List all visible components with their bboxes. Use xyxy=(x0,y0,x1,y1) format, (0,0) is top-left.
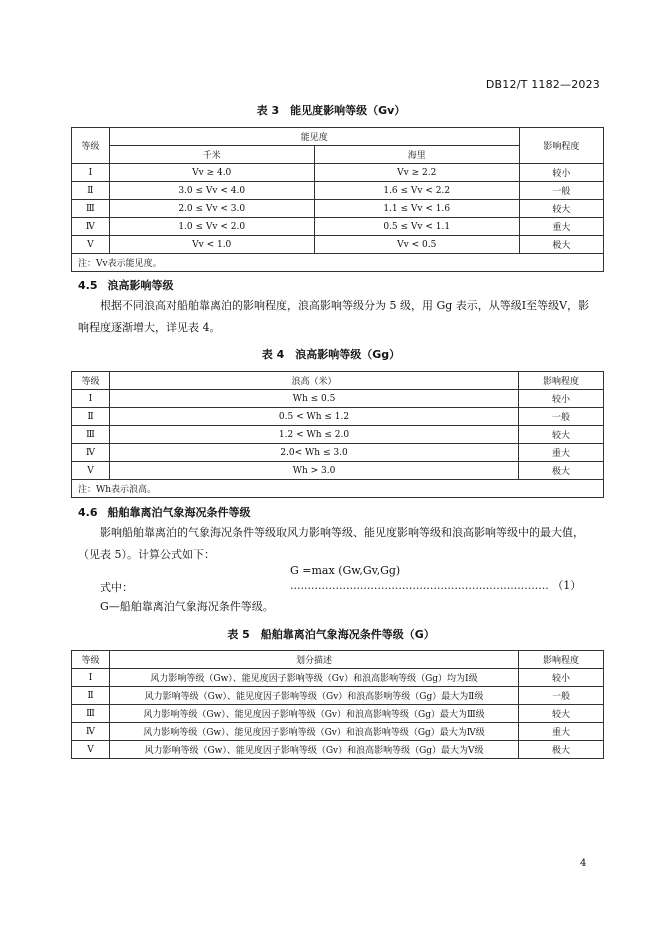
nmi-cell: Vv ≥ 2.2 xyxy=(314,164,519,182)
table-row xyxy=(72,236,604,254)
impact-cell: 重大 xyxy=(519,218,603,236)
section-title: 船舶靠离泊气象海况条件等级 xyxy=(107,506,251,519)
table3-header-impact: 影响程度 xyxy=(519,128,603,164)
table5-header-grade: 等级 xyxy=(72,651,110,669)
table5-header-impact: 影响程度 xyxy=(519,651,604,669)
grade-cell: Ⅰ xyxy=(72,390,110,408)
impact-cell: 极大 xyxy=(519,741,604,759)
table-row xyxy=(72,200,604,218)
impact-cell: 重大 xyxy=(519,723,604,741)
document-code: DB12/T 1182—2023 xyxy=(485,78,600,91)
section-number: 4.6 xyxy=(78,506,98,519)
section-title: 浪高影响等级 xyxy=(107,279,174,292)
table-row xyxy=(72,426,604,444)
grade-cell: Ⅳ xyxy=(72,723,110,741)
km-cell: Vv ≥ 4.0 xyxy=(109,164,314,182)
table3-note: 注：Vv表示能见度。 xyxy=(72,254,604,272)
table5-conditions xyxy=(71,650,604,759)
table3-caption: 表 3 能见度影响等级（Gv） xyxy=(256,104,406,117)
impact-cell: 较小 xyxy=(519,390,604,408)
wave-cell: 0.5 < Wh ≤ 1.2 xyxy=(110,408,519,426)
section-4-5-body: 根据不同浪高对船舶靠离泊的影响程度，浪高影响等级分为 5 级，用 Gg 表示，从等级Ⅰ至等级Ⅴ，影响程度逐渐增大，详见表 4。 xyxy=(78,299,590,334)
km-cell: Vv < 1.0 xyxy=(109,236,314,254)
table3-header-visibility: 能见度 xyxy=(109,128,519,146)
formula-leader-dots: .......................................................................... xyxy=(290,579,549,592)
wave-cell: 1.2 < Wh ≤ 2.0 xyxy=(110,426,519,444)
km-cell: 2.0 ≤ Vv < 3.0 xyxy=(109,200,314,218)
nmi-cell: Vv < 0.5 xyxy=(314,236,519,254)
impact-cell: 重大 xyxy=(519,444,604,462)
desc-cell: 风力影响等级（Gw）、能见度因子影响等级（Gv）和浪高影响等级（Gg）最大为Ⅲ级 xyxy=(110,705,519,723)
section-4-5-heading xyxy=(78,277,174,293)
grade-cell: Ⅱ xyxy=(72,408,110,426)
table-row xyxy=(72,462,604,480)
km-cell: 1.0 ≤ Vv < 2.0 xyxy=(109,218,314,236)
table-row xyxy=(72,669,604,687)
desc-cell: 风力影响等级（Gw）、能见度因子影响等级（Gv）和浪高影响等级（Gg）最大为Ⅳ级 xyxy=(110,723,519,741)
impact-cell: 较大 xyxy=(519,705,604,723)
table-row xyxy=(72,164,604,182)
grade-cell: Ⅳ xyxy=(72,218,110,236)
desc-cell: 风力影响等级（Gw）、能见度因子影响等级（Gv）和浪高影响等级（Gg）最大为Ⅴ级 xyxy=(110,741,519,759)
table5-header-desc: 划分描述 xyxy=(110,651,519,669)
grade-cell: Ⅲ xyxy=(72,705,110,723)
wave-cell: 2.0< Wh ≤ 3.0 xyxy=(110,444,519,462)
table4-note: 注：Wh表示浪高。 xyxy=(72,480,604,498)
table-row xyxy=(72,182,604,200)
impact-cell: 一般 xyxy=(519,687,604,705)
grade-cell: Ⅲ xyxy=(72,426,110,444)
grade-cell: Ⅰ xyxy=(72,164,110,182)
formula-definition: G—船舶靠离泊气象海况条件等级。 xyxy=(100,600,274,613)
grade-cell: Ⅱ xyxy=(72,687,110,705)
impact-cell: 较大 xyxy=(519,426,604,444)
table4-header-grade: 等级 xyxy=(72,372,110,390)
grade-cell: Ⅰ xyxy=(72,669,110,687)
table3-visibility xyxy=(71,127,604,272)
impact-cell: 一般 xyxy=(519,182,603,200)
table-row xyxy=(72,723,604,741)
page-number: 4 xyxy=(580,858,587,869)
section-number: 4.5 xyxy=(78,279,98,292)
section-4-6-body: 影响船舶靠离泊的气象海况条件等级取风力影响等级、能见度影响等级和浪高影响等级中的最大值，（见表 5）。计算公式如下： xyxy=(78,526,584,561)
table-row xyxy=(72,705,604,723)
grade-cell: Ⅴ xyxy=(72,741,110,759)
table4-wave-height xyxy=(71,371,604,498)
table3-header-grade: 等级 xyxy=(72,128,110,164)
table-row xyxy=(72,687,604,705)
nmi-cell: 0.5 ≤ Vv < 1.1 xyxy=(314,218,519,236)
table5-caption: 表 5 船舶靠离泊气象海况条件等级（G） xyxy=(227,628,435,641)
grade-cell: Ⅳ xyxy=(72,444,110,462)
table4-caption: 表 4 浪高影响等级（Gg） xyxy=(261,348,401,361)
grade-cell: Ⅴ xyxy=(72,462,110,480)
table4-header-impact: 影响程度 xyxy=(519,372,604,390)
grade-cell: Ⅴ xyxy=(72,236,110,254)
grade-cell: Ⅲ xyxy=(72,200,110,218)
table-row xyxy=(72,408,604,426)
impact-cell: 一般 xyxy=(519,408,604,426)
desc-cell: 风力影响等级（Gw）、能见度因子影响等级（Gv）和浪高影响等级（Gg）最大为Ⅱ级 xyxy=(110,687,519,705)
formula-number: （1） xyxy=(552,579,582,592)
table-row xyxy=(72,390,604,408)
table3-header-km: 千米 xyxy=(109,146,314,164)
table4-header-wave: 浪高（米） xyxy=(110,372,519,390)
desc-cell: 风力影响等级（Gw）、能见度因子影响等级（Gv）和浪高影响等级（Gg）均为Ⅰ级 xyxy=(110,669,519,687)
impact-cell: 极大 xyxy=(519,236,603,254)
table-row xyxy=(72,218,604,236)
impact-cell: 极大 xyxy=(519,462,604,480)
wave-cell: Wh ≤ 0.5 xyxy=(110,390,519,408)
km-cell: 3.0 ≤ Vv < 4.0 xyxy=(109,182,314,200)
formula-where-label: 式中： xyxy=(100,581,133,594)
section-4-6-heading xyxy=(78,504,251,520)
impact-cell: 较小 xyxy=(519,669,604,687)
table-row xyxy=(72,741,604,759)
table3-header-nmi: 海里 xyxy=(314,146,519,164)
impact-cell: 较小 xyxy=(519,164,603,182)
wave-cell: Wh > 3.0 xyxy=(110,462,519,480)
table-row xyxy=(72,444,604,462)
nmi-cell: 1.6 ≤ Vv < 2.2 xyxy=(314,182,519,200)
nmi-cell: 1.1 ≤ Vv < 1.6 xyxy=(314,200,519,218)
grade-cell: Ⅱ xyxy=(72,182,110,200)
impact-cell: 较大 xyxy=(519,200,603,218)
formula: G =max (Gw,Gv,Gg) xyxy=(290,564,401,577)
